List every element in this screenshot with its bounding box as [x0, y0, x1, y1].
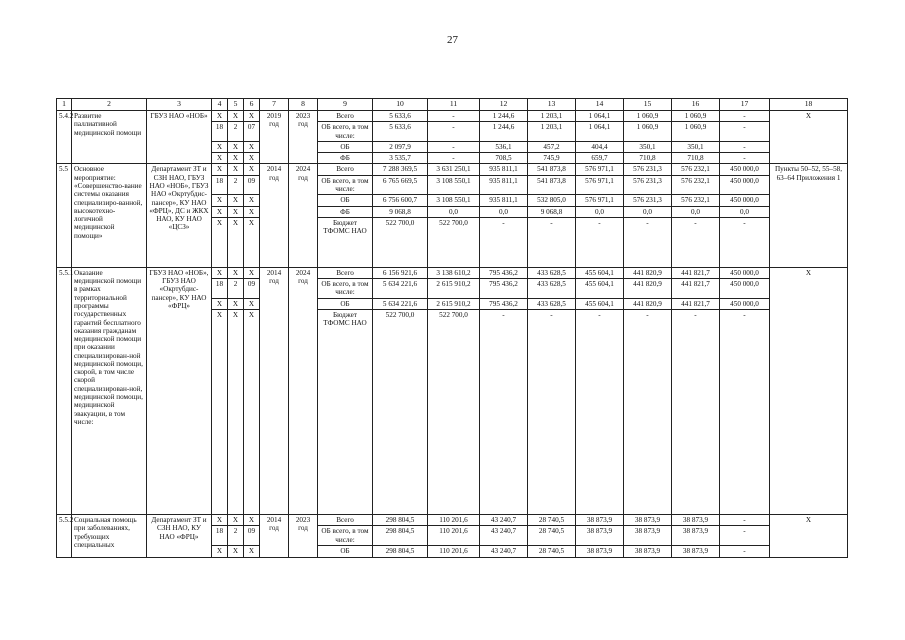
item-note: X [770, 267, 848, 514]
header-cell: 5 [228, 99, 244, 111]
item-executor: ГБУЗ НАО «НОБ», ГБУЗ НАО «Окртубдис-пансер», КУ НАО «ФРЦ» [147, 267, 212, 514]
code-cell: X [212, 267, 228, 278]
amount-cell: 935 811,1 [480, 195, 528, 206]
header-cell: 9 [318, 99, 373, 111]
amount-cell: 708,5 [480, 153, 528, 164]
amount-cell: 450 000,0 [720, 279, 770, 299]
amount-cell: 450 000,0 [720, 298, 770, 309]
amount-cell: 0,0 [720, 206, 770, 217]
amount-cell: 441 820,9 [624, 298, 672, 309]
amount-cell: 350,1 [672, 141, 720, 152]
code-cell: 2 [228, 122, 244, 142]
start-year: 2014 год [260, 267, 289, 514]
end-year: 2024 год [289, 267, 318, 514]
item-executor: Департамент ЗТ и СЗН НАО, ГБУЗ НАО «НОБ», ГБУЗ НАО «Окртубдис-пансер», КУ НАО «ФРЦ», ДС и ЖКХ НАО, КУ НАО «ЦСЗ» [147, 164, 212, 267]
amount-cell: 5 633,6 [373, 122, 428, 142]
amount-cell: 541 873,8 [528, 175, 576, 195]
code-cell: X [228, 164, 244, 175]
amount-cell: - [528, 217, 576, 267]
code-cell: X [228, 309, 244, 514]
amount-cell: 38 873,9 [624, 545, 672, 557]
amount-cell: 43 240,7 [480, 526, 528, 546]
amount-cell: - [576, 217, 624, 267]
code-cell: 2 [228, 279, 244, 299]
code-cell: X [212, 206, 228, 217]
amount-cell: 433 628,5 [528, 298, 576, 309]
amount-cell: 795 436,2 [480, 298, 528, 309]
amount-cell: - [428, 122, 480, 142]
amount-cell: 455 604,1 [576, 279, 624, 299]
amount-cell: 38 873,9 [576, 545, 624, 557]
item-executor: Департамент ЗТ и СЗН НАО, КУ НАО «ФРЦ» [147, 514, 212, 557]
amount-cell: 9 068,8 [528, 206, 576, 217]
amount-cell: - [720, 545, 770, 557]
funding-source: ФБ [318, 153, 373, 164]
page-number: 27 [447, 34, 458, 46]
header-cell: 13 [528, 99, 576, 111]
amount-cell: 3 138 610,2 [428, 267, 480, 278]
amount-cell: 1 064,1 [576, 122, 624, 142]
amount-cell: 576 232,1 [672, 175, 720, 195]
amount-cell: 450 000,0 [720, 195, 770, 206]
amount-cell: 935 811,1 [480, 175, 528, 195]
amount-cell: 457,2 [528, 141, 576, 152]
amount-cell: 1 060,9 [624, 122, 672, 142]
amount-cell: - [720, 309, 770, 514]
code-cell: X [244, 141, 260, 152]
item-name: Социальная помощь при заболеваниях, требующих специальных [72, 514, 147, 557]
code-cell: X [228, 298, 244, 309]
item-executor: ГБУЗ НАО «НОБ» [147, 111, 212, 164]
amount-cell: 28 740,5 [528, 526, 576, 546]
code-cell: X [212, 111, 228, 122]
code-cell: X [244, 298, 260, 309]
amount-cell: 2 097,9 [373, 141, 428, 152]
code-cell: 18 [212, 175, 228, 195]
header-cell: 1 [57, 99, 72, 111]
amount-cell: 576 231,3 [624, 175, 672, 195]
funding-source: ОБ всего, в том числе: [318, 122, 373, 142]
amount-cell: 1 060,9 [672, 122, 720, 142]
code-cell: X [228, 195, 244, 206]
code-cell: X [228, 267, 244, 278]
funding-source: ФБ [318, 206, 373, 217]
amount-cell: 710,8 [624, 153, 672, 164]
amount-cell: 2 615 910,2 [428, 279, 480, 299]
funding-source: Всего [318, 164, 373, 175]
amount-cell: 576 231,3 [624, 195, 672, 206]
code-cell: X [212, 217, 228, 267]
code-cell: X [244, 514, 260, 525]
amount-cell: 1 060,9 [624, 111, 672, 122]
code-cell: 2 [228, 526, 244, 546]
amount-cell: 532 805,0 [528, 195, 576, 206]
amount-cell: 5 634 221,6 [373, 279, 428, 299]
code-cell: X [244, 267, 260, 278]
amount-cell: 38 873,9 [672, 545, 720, 557]
code-cell: X [212, 153, 228, 164]
amount-cell: - [672, 309, 720, 514]
amount-cell: 1 064,1 [576, 111, 624, 122]
amount-cell: 3 535,7 [373, 153, 428, 164]
amount-cell: - [720, 526, 770, 546]
amount-cell: 298 804,5 [373, 545, 428, 557]
amount-cell: 522 700,0 [373, 217, 428, 267]
amount-cell: 441 821,7 [672, 267, 720, 278]
amount-cell: 6 156 921,6 [373, 267, 428, 278]
item-name: Развитие паллиативной медицинской помощи [72, 111, 147, 164]
amount-cell: 3 108 550,1 [428, 175, 480, 195]
code-cell: 09 [244, 279, 260, 299]
code-cell: X [228, 545, 244, 557]
header-row [57, 99, 848, 111]
amount-cell: 0,0 [428, 206, 480, 217]
code-cell: X [244, 153, 260, 164]
item-number: 5.5 [57, 164, 72, 267]
amount-cell: 1 060,9 [672, 111, 720, 122]
amount-cell: 455 604,1 [576, 267, 624, 278]
code-cell: 07 [244, 122, 260, 142]
funding-source: ОБ [318, 195, 373, 206]
amount-cell: 43 240,7 [480, 545, 528, 557]
code-cell: 09 [244, 526, 260, 546]
amount-cell: 9 068,8 [373, 206, 428, 217]
amount-cell: 43 240,7 [480, 514, 528, 525]
amount-cell: 795 436,2 [480, 279, 528, 299]
amount-cell: 536,1 [480, 141, 528, 152]
code-cell: 2 [228, 175, 244, 195]
amount-cell: 38 873,9 [576, 526, 624, 546]
amount-cell: - [624, 309, 672, 514]
amount-cell: 6 756 600,7 [373, 195, 428, 206]
amount-cell: - [720, 141, 770, 152]
code-cell: X [212, 195, 228, 206]
amount-cell: 0,0 [480, 206, 528, 217]
end-year: 2023 год [289, 111, 318, 164]
funding-source: ОБ [318, 298, 373, 309]
code-cell: X [228, 514, 244, 525]
amount-cell: 1 244,6 [480, 111, 528, 122]
header-cell: 8 [289, 99, 318, 111]
header-cell: 7 [260, 99, 289, 111]
code-cell: X [244, 217, 260, 267]
amount-cell: 795 436,2 [480, 267, 528, 278]
header-cell: 10 [373, 99, 428, 111]
start-year: 2014 год [260, 164, 289, 267]
amount-cell: 3 108 550,1 [428, 195, 480, 206]
code-cell: X [212, 514, 228, 525]
code-cell: X [244, 111, 260, 122]
amount-cell: - [672, 217, 720, 267]
amount-cell: 110 201,6 [428, 526, 480, 546]
amount-cell: 28 740,5 [528, 514, 576, 525]
amount-cell: - [576, 309, 624, 514]
table-row [57, 164, 848, 175]
funding-source: Бюджет ТФОМС НАО [318, 217, 373, 267]
amount-cell: 576 971,1 [576, 195, 624, 206]
amount-cell: 7 288 369,5 [373, 164, 428, 175]
table-row [57, 267, 848, 278]
header-cell: 11 [428, 99, 480, 111]
amount-cell: 745,9 [528, 153, 576, 164]
amount-cell: 2 615 910,2 [428, 298, 480, 309]
funding-source: ОБ всего, в том числе: [318, 175, 373, 195]
item-name: Оказание медицинской помощи в рамках территориальной программы государственных гарантий бесплатного оказания гражданам медицинской помощи при оказании специализирован-ной медицинской помощи, скорой, в том числе скорой специализирован-ной, медицинской помощи, медицинской эвакуации, в том числе: [72, 267, 147, 514]
amount-cell: 659,7 [576, 153, 624, 164]
header-cell: 17 [720, 99, 770, 111]
amount-cell: 450 000,0 [720, 164, 770, 175]
item-number: 5.4.2 [57, 111, 72, 164]
code-cell: X [212, 309, 228, 514]
amount-cell: 298 804,5 [373, 526, 428, 546]
item-note: Пункты 50–52, 55–58, 63–64 Приложения 1 [770, 164, 848, 267]
code-cell: X [228, 206, 244, 217]
header-cell: 4 [212, 99, 228, 111]
code-cell: X [244, 195, 260, 206]
amount-cell: 576 971,1 [576, 164, 624, 175]
amount-cell: 110 201,6 [428, 514, 480, 525]
amount-cell: 1 203,1 [528, 122, 576, 142]
amount-cell: - [720, 111, 770, 122]
header-cell: 12 [480, 99, 528, 111]
code-cell: X [228, 217, 244, 267]
amount-cell: - [428, 141, 480, 152]
amount-cell: - [720, 122, 770, 142]
amount-cell: 0,0 [672, 206, 720, 217]
amount-cell: 441 820,9 [624, 279, 672, 299]
funding-source: ОБ всего, в том числе: [318, 279, 373, 299]
amount-cell: 441 821,7 [672, 279, 720, 299]
header-cell: 3 [147, 99, 212, 111]
code-cell: X [244, 164, 260, 175]
header-cell: 18 [770, 99, 848, 111]
amount-cell: 522 700,0 [428, 309, 480, 514]
table-row [57, 514, 848, 525]
amount-cell: 450 000,0 [720, 175, 770, 195]
amount-cell: 0,0 [576, 206, 624, 217]
amount-cell: 38 873,9 [672, 526, 720, 546]
item-name: Основное мероприятие: «Совершенство-вание системы оказания специализиро-ванной, высокотехно-логичной медицинской помощи» [72, 164, 147, 267]
funding-source: ОБ [318, 545, 373, 557]
funding-source: Всего [318, 514, 373, 525]
funding-source: ОБ всего, в том числе: [318, 526, 373, 546]
funding-source: Всего [318, 111, 373, 122]
header-cell: 6 [244, 99, 260, 111]
amount-cell: - [720, 514, 770, 525]
code-cell: X [228, 111, 244, 122]
item-note: X [770, 514, 848, 557]
amount-cell: - [428, 111, 480, 122]
amount-cell: 576 971,1 [576, 175, 624, 195]
amount-cell: 710,8 [672, 153, 720, 164]
header-cell: 2 [72, 99, 147, 111]
amount-cell: 298 804,5 [373, 514, 428, 525]
amount-cell: 541 873,8 [528, 164, 576, 175]
end-year: 2023 год [289, 514, 318, 557]
item-note: X [770, 111, 848, 164]
amount-cell: 522 700,0 [373, 309, 428, 514]
amount-cell: 110 201,6 [428, 545, 480, 557]
amount-cell: - [480, 217, 528, 267]
code-cell: X [244, 206, 260, 217]
header-cell: 14 [576, 99, 624, 111]
amount-cell: 350,1 [624, 141, 672, 152]
code-cell: X [212, 298, 228, 309]
amount-cell: 0,0 [624, 206, 672, 217]
amount-cell: 1 244,6 [480, 122, 528, 142]
code-cell: X [244, 309, 260, 514]
amount-cell: - [624, 217, 672, 267]
amount-cell: 441 820,9 [624, 267, 672, 278]
code-cell: X [228, 141, 244, 152]
amount-cell: - [428, 153, 480, 164]
header-cell: 15 [624, 99, 672, 111]
funding-source: Всего [318, 267, 373, 278]
code-cell: X [212, 164, 228, 175]
code-cell: 18 [212, 122, 228, 142]
amount-cell: 576 232,1 [672, 164, 720, 175]
amount-cell: 3 631 250,1 [428, 164, 480, 175]
amount-cell: 935 811,1 [480, 164, 528, 175]
amount-cell: - [720, 153, 770, 164]
amount-cell: 404,4 [576, 141, 624, 152]
amount-cell: 38 873,9 [624, 514, 672, 525]
code-cell: X [244, 545, 260, 557]
item-number: 5.5.1 [57, 267, 72, 514]
funding-source: Бюджет ТФОМС НАО [318, 309, 373, 514]
start-year: 2014 год [260, 514, 289, 557]
amount-cell: 1 203,1 [528, 111, 576, 122]
amount-cell: 28 740,5 [528, 545, 576, 557]
code-cell: X [212, 545, 228, 557]
amount-cell: 450 000,0 [720, 267, 770, 278]
table-row [57, 111, 848, 122]
amount-cell: 38 873,9 [672, 514, 720, 525]
amount-cell: 38 873,9 [624, 526, 672, 546]
funding-source: ОБ [318, 141, 373, 152]
budget-table [56, 98, 848, 558]
start-year: 2019 год [260, 111, 289, 164]
code-cell: X [228, 153, 244, 164]
amount-cell: 5 633,6 [373, 111, 428, 122]
amount-cell: 576 231,3 [624, 164, 672, 175]
end-year: 2024 год [289, 164, 318, 267]
amount-cell: - [480, 309, 528, 514]
code-cell: 09 [244, 175, 260, 195]
amount-cell: 522 700,0 [428, 217, 480, 267]
item-number: 5.5.2 [57, 514, 72, 557]
code-cell: 18 [212, 279, 228, 299]
amount-cell: 433 628,5 [528, 279, 576, 299]
amount-cell: 441 821,7 [672, 298, 720, 309]
amount-cell: - [720, 217, 770, 267]
amount-cell: 5 634 221,6 [373, 298, 428, 309]
amount-cell: - [528, 309, 576, 514]
code-cell: 18 [212, 526, 228, 546]
header-cell: 16 [672, 99, 720, 111]
amount-cell: 6 765 669,5 [373, 175, 428, 195]
amount-cell: 433 628,5 [528, 267, 576, 278]
code-cell: X [212, 141, 228, 152]
amount-cell: 455 604,1 [576, 298, 624, 309]
amount-cell: 576 232,1 [672, 195, 720, 206]
amount-cell: 38 873,9 [576, 514, 624, 525]
